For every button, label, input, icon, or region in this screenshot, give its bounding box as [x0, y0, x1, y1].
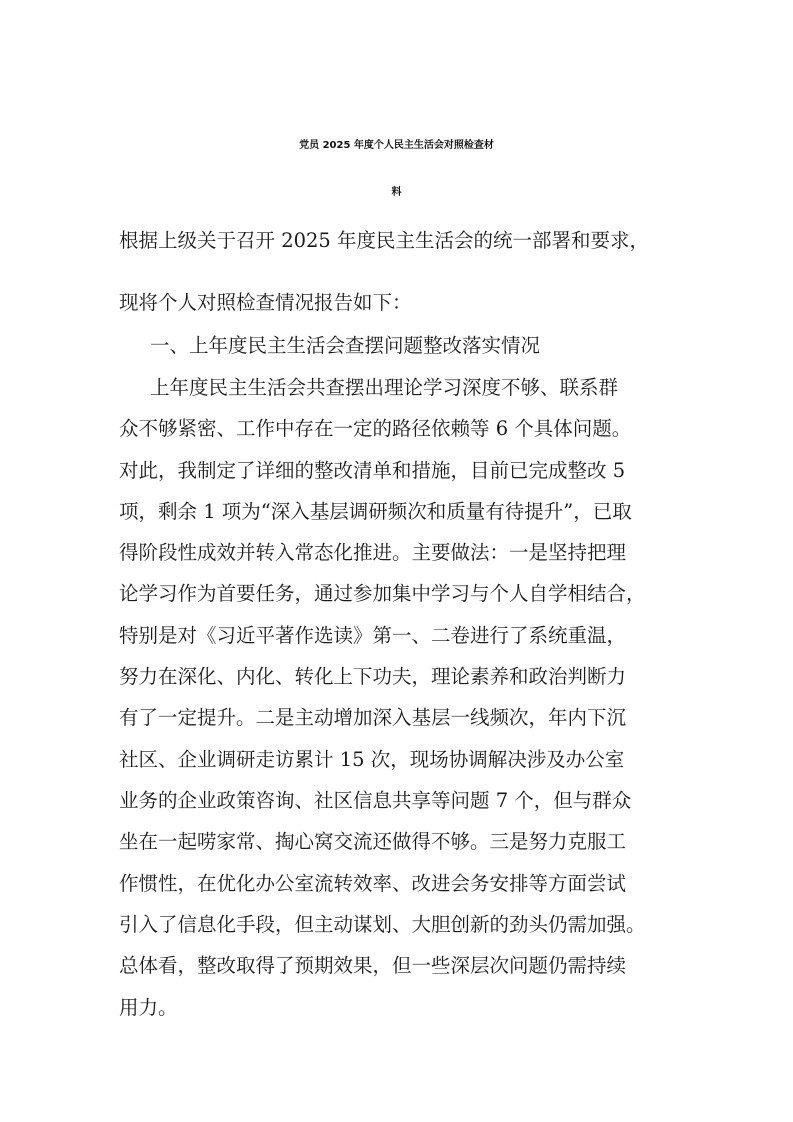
paragraph-line: 社区、企业调研走访累计 15 次，现场协调解决涉及办公室: [119, 748, 625, 771]
paragraph-line: 业务的企业政策咨询、社区信息共享等问题 7 个，但与群众: [119, 789, 632, 812]
paragraph-line: 用力。: [119, 996, 178, 1019]
paragraph-line: 上年度民主生活会共查摆出理论学习深度不够、联系群: [150, 376, 619, 399]
paragraph-line: 论学习作为首要任务，通过参加集中学习与个人自学相结合，: [119, 582, 646, 605]
paragraph-line: 对此，我制定了详细的整改清单和措施，目前已完成整改 5: [119, 459, 626, 482]
paragraph-line: 引入了信息化手段，但主动谋划、大胆创新的劲头仍需加强。: [119, 913, 646, 936]
paragraph-intro-line: 现将个人对照检查情况报告如下：: [119, 291, 412, 314]
section-heading: 一、上年度民主生活会查摆问题整改落实情况: [150, 334, 541, 357]
paragraph-intro-line: 根据上级关于召开 2025 年度民主生活会的统一部署和要求，: [119, 229, 650, 252]
paragraph-line: 众不够紧密、工作中存在一定的路径依赖等 6 个具体问题。: [119, 417, 632, 440]
document-title-continued: 料: [391, 187, 402, 198]
paragraph-line: 作惯性，在优化办公室流转效率、改进会务安排等方面尝试: [119, 872, 627, 895]
paragraph-line: 有了一定提升。二是主动增加深入基层一线频次，年内下沉: [119, 706, 627, 729]
paragraph-line: 特别是对《习近平著作选读》第一、二卷进行了系统重温，: [119, 624, 627, 647]
paragraph-line: 得阶段性成效并转入常态化推进。主要做法：一是坚持把理: [119, 541, 627, 564]
paragraph-line: 努力在深化、内化、转化上下功夫，理论素养和政治判断力: [119, 665, 627, 688]
paragraph-line: 总体看，整改取得了预期效果，但一些深层次问题仍需持续: [119, 954, 627, 977]
paragraph-line: 坐在一起唠家常、掏心窝交流还做得不够。三是努力克服工: [119, 830, 627, 853]
document-title: 党员 2025 年度个人民主生活会对照检查材: [299, 140, 494, 151]
paragraph-line: 项，剩余 1 项为“深入基层调研频次和质量有待提升”，已取: [119, 500, 632, 523]
